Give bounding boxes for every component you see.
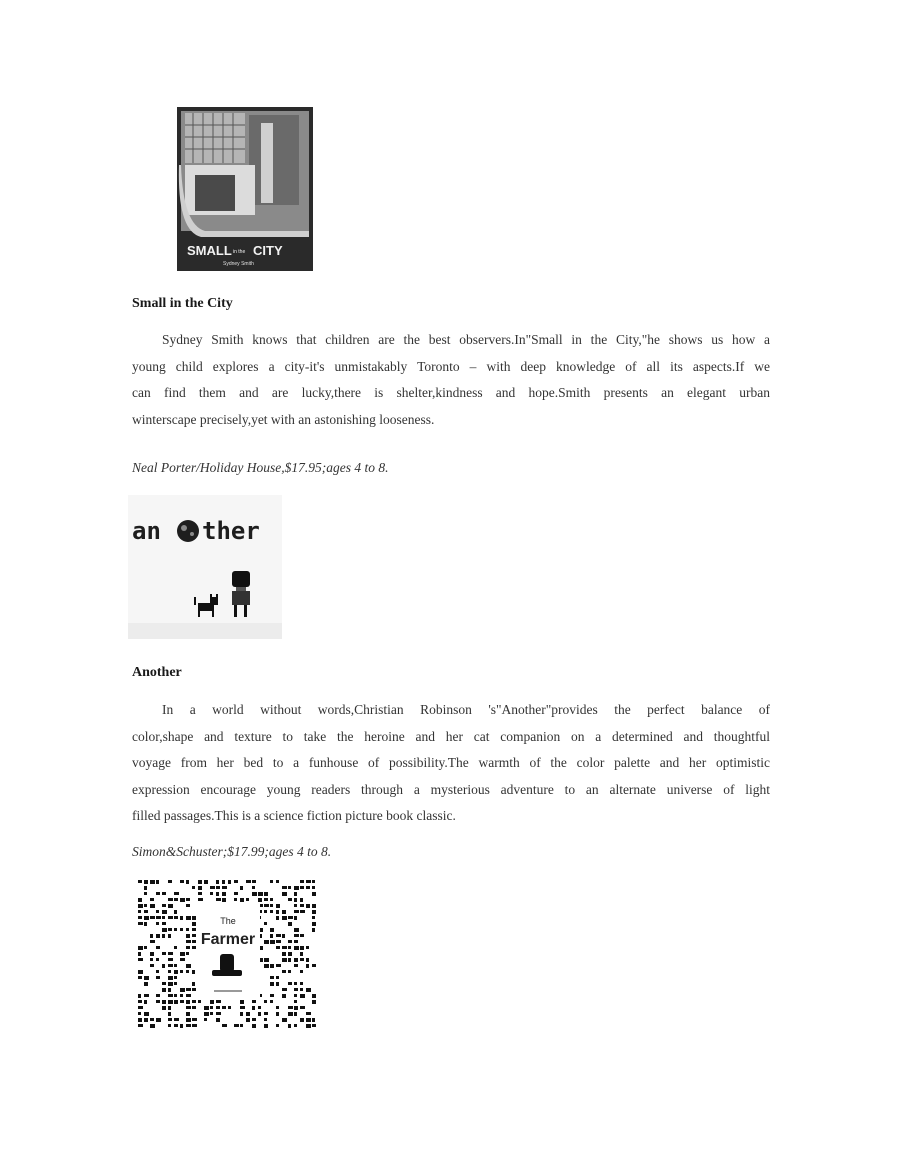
book-cover-another <box>128 495 282 639</box>
cover-author: Sydney Smith <box>223 261 254 267</box>
the-farmer-cover-art <box>134 878 316 1030</box>
cover-title-ther: ther <box>202 517 260 545</box>
review-line: Sydney Smith knows that children are the best observers.In"Small in the City,"he shows us how a <box>162 332 770 347</box>
globe-icon <box>177 520 199 542</box>
book-cover-the-farmer <box>134 878 316 1030</box>
cover-title-the: The <box>220 916 236 926</box>
publisher-info-another: Simon&Schuster;$17.99;ages 4 to 8. <box>132 844 332 859</box>
book-review-another <box>132 697 770 830</box>
cover-title-city: CITY <box>253 243 283 258</box>
cover-title-farmer: Farmer <box>200 931 256 948</box>
review-line: voyage from her bed to a funhouse of possibility.The warmth of the color palette and her optimistic <box>132 755 770 770</box>
cover-title-in-the: in the <box>233 249 246 255</box>
review-line: winterscape precisely,yet with an astonishing looseness. <box>132 411 435 427</box>
review-line: young child explores a city-it's unmistakably Toronto – with deep knowledge of all its aspects.If we <box>132 358 770 374</box>
book-cover-small-in-the-city <box>165 105 315 273</box>
review-line: can find them and are lucky,there is shelter,kindness and hope.Smith presents an elegant urban <box>132 385 770 400</box>
cover-title-an: an <box>132 517 161 545</box>
publisher-info-small-in-the-city: Neal Porter/Holiday House,$17.95;ages 4 to 8. <box>132 460 389 475</box>
small-in-the-city-cover-art <box>165 105 315 273</box>
review-line: filled passages.This is a science fiction picture book classic. <box>132 808 456 823</box>
review-line: In a world without words,Christian Robinson 's"Another"provides the perfect balance of <box>162 702 770 717</box>
book-review-small-in-the-city <box>132 327 770 433</box>
another-cover-art <box>128 495 282 639</box>
cover-title-small: SMALL <box>187 243 232 258</box>
book-title-small-in-the-city: Small in the City <box>132 296 233 311</box>
book-title-another: Another <box>132 665 182 680</box>
review-line: color,shape and texture to take the heroine and her cat companion on a determined and thoughtful <box>132 728 770 744</box>
review-line: expression encourage young readers through a mysterious adventure to an alternate universe of light <box>132 781 770 797</box>
